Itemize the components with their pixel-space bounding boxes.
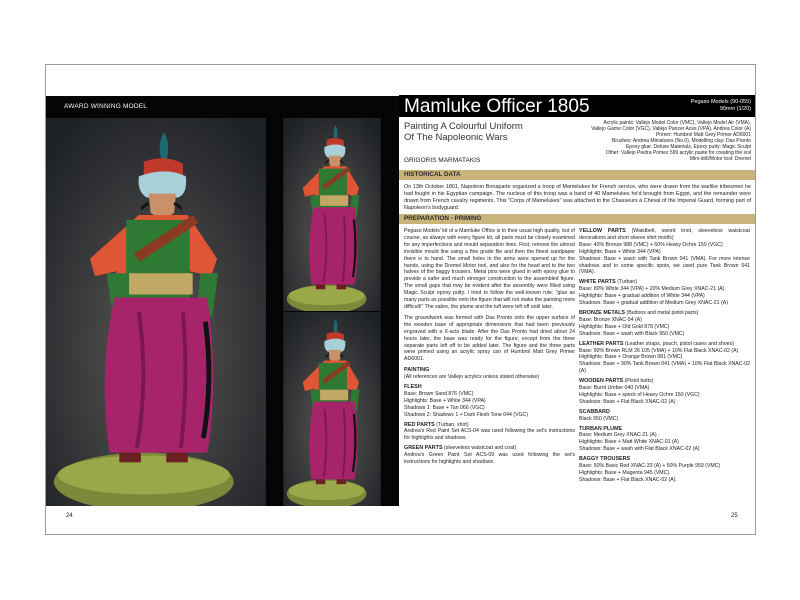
- paint-line: Shadows 1: Base + Tan 066 (VGC): [404, 404, 485, 411]
- column-1: [404, 228, 575, 469]
- paint-line: Base: Burnt Umber 040 (VMA): [579, 385, 650, 392]
- paint-line: Highlights: Base + Old Gold 878 (VMC): [579, 323, 670, 330]
- paint-section: [579, 378, 750, 406]
- article-title: Mamluke Officer 1805: [404, 96, 590, 117]
- paint-line: Highlights: Base + White 344 (VPA): [579, 248, 661, 255]
- heading-subtext: (Turban): [617, 279, 637, 286]
- paint-line: Shadows: Base + 90% Tank Brown 041 (VMA) + 10% Flat Black XNAC-02 (A): [579, 361, 750, 375]
- heading-subtext: (Leather straps, pouch, pistol cases and shoes): [624, 340, 734, 347]
- paint-section-heading: [579, 378, 750, 385]
- paint-section-heading: [404, 384, 575, 391]
- paint-line: Shadows: Base + wash with Black 950 (VMC): [579, 330, 685, 337]
- paint-section-heading: [579, 409, 750, 416]
- paint-line: Shadows: Base + gradual addition of Medium Grey XNAC-21 (A): [579, 300, 728, 307]
- paint-line: Base: Medium Grey XNAC-21 (A): [579, 432, 657, 439]
- paint-line: Shadows: Base + Flat Black XNAC-02 (A): [579, 398, 676, 405]
- note: (All references are Vallejo acrylics unless stated otherwise): [404, 374, 540, 381]
- paint-section: [579, 426, 750, 454]
- paint-line: Base: 80% White 344 (VPA) + 20% Medium Grey XNAC-21 (A): [579, 286, 725, 293]
- paragraph: Pegaso Models' kit of a Mamluke Office is to their usual high quality, but of course, as always with every figure kit, all parts must be closely examined for any imperfections and mould separation lines. First, remove the almost invisible mould line using a fine grade file and then the finest sandpaper there is to hand. The small holes in the arms were opened up for the hands, using the Dremel Motor tool, and also for the head and to the two halves of the baggy trousers. Metal pins were glued in with epoxy glue to provide a safer and much stronger construction to the assembled figure. The small gaps that may be evident after the assembly were filled using Magic Sculpt epoxy putty. I tried to follow the well-known rule: "glue as many parts as possible onto the figure that will not make the painting more difficult!" The sabre, the plume and the tuft were left off until later.: [404, 228, 575, 310]
- section-heading: PREPARATION - PRIMING: [404, 215, 482, 222]
- article-subtitle: [404, 121, 523, 143]
- main-photo-front: [46, 118, 266, 506]
- paint-line: Andrea's Green Paint Set ACS-09 was used following the set's instructions for highlights and shadows.: [404, 452, 575, 466]
- heading-text: RED PARTS: [404, 421, 435, 428]
- paint-line: Shadows 2: Shadows 1 + Dark Flesh Tone 044 (VGC): [404, 411, 529, 418]
- paint-line: Highlights: Base + Matt White XNAC-01 (A): [579, 439, 679, 446]
- kit-maker: Pegaso Models (90-055): [690, 99, 751, 105]
- historical-text: On 13th October 1801, Napoleon Bonaparte organized a troop of Mamelukes for French service, who were drawn from the warlike tribesmen he had fought in his Egyptian campaign. The nucleus of this troop was a band of 40 Mamelukes he'd brought from Egypt, and the remainder were drawn from French cavalry regiments. This "Corps of Mamelukes" was attached to the Chasseurs à Cheval of the Imperial Guard, forming part of Napoleon's bodyguard.: [404, 184, 751, 212]
- materials-line: Vallejo Game Color (VGC), Vallejo Panzer Aces (VPA), Andrea Color (A): [591, 126, 751, 132]
- paint-line: Base: 40% Bronze 988 (VMC) + 60% Heavy Ochre 150 (VGC): [579, 241, 723, 248]
- heading-text: BRONZE METALS: [579, 309, 626, 316]
- materials-line: Other: Vallejo Piedra Pomez 599 acrylic paste for creating the soil: [605, 150, 751, 156]
- materials-line: Mini-drill/Motor tool: Dremel: [689, 156, 751, 162]
- kit-scale: 90mm (1/20): [719, 105, 751, 112]
- section-heading: HISTORICAL DATA: [404, 171, 461, 178]
- paint-section-heading: [404, 445, 575, 452]
- paint-line: Andrea's Red Paint Set ACS-04 was used following the set's instructions for highlights and shadows.: [404, 428, 575, 442]
- column-2: [579, 228, 750, 487]
- paint-line: Shadows: Base + wash with Tank Brown 041 (VMA). For more intense shadows and to some specific spots, we used pure Tank Brown 041 (VMA).: [579, 255, 750, 276]
- heading-subtext: (Pistol butts): [624, 378, 654, 385]
- paint-section-heading: [579, 341, 750, 348]
- paint-line: Highlights: Base + White 344 (VPA): [404, 397, 486, 404]
- materials-line: Primer: Humbrol Matt Grey Primer AD6001: [655, 132, 751, 138]
- paint-section: [579, 310, 750, 338]
- paint-line: Highlights: Base + speck of Heavy Ochre 150 (VGC): [579, 391, 700, 398]
- paragraph: The groundwork was formed with Das Pronto onto the upper surface of the wooden base of appropriate dimensions that had been previously engraved with a X-acto blade. After the Das Pronto had dried about 24 hours later, the base was ready for the figure, except from the three separate parts left off to be added later. The figure and the three parts were primed using an acrylic spray can of Humbrol Matt Grey Primer AD6001.: [404, 314, 575, 363]
- section-label: AWARD WINNING MODEL: [64, 103, 148, 110]
- heading-text: SCABBARD: [579, 408, 610, 415]
- paint-line: Shadows: Base + Flat Black XNAC-02 (A).: [579, 476, 677, 483]
- heading-subtext: (sleeveless waistcoat and coat): [444, 445, 517, 452]
- paint-section: [579, 228, 750, 276]
- paint-line: Base: Bronze XNAC-54 (A): [579, 316, 642, 323]
- paint-line: Highlights: Base + Orange Brown 981 (VMC): [579, 354, 683, 361]
- paint-line: Shadows: Base + wash with Flat Black XNAC-02 (A): [579, 446, 700, 453]
- page-number: 25: [731, 513, 738, 519]
- heading-subtext: (Buttons and metal pistol parts): [626, 309, 699, 316]
- paint-line: Base: Brown Sand 876 (VMC): [404, 390, 474, 397]
- heading-text: FLESH: [404, 384, 422, 391]
- paint-section-heading: [579, 426, 750, 433]
- paint-section: [404, 422, 575, 443]
- paint-line: Base: 90% Brown RLM 26 105 (VMA) + 10% Flat Black XNAC-02 (A): [579, 347, 739, 354]
- heading-text: LEATHER PARTS: [579, 340, 624, 347]
- photo-side-view: [266, 118, 398, 311]
- subheading: PAINTING: [404, 367, 430, 374]
- paint-line: Highlights: Base + gradual addition of White 344 (VPA): [579, 293, 705, 300]
- heading-text: WHITE PARTS: [579, 279, 616, 286]
- materials-line: Epoxy glue: Deluxe Materials, Epoxy putty: Magic Sculpt: [625, 144, 751, 150]
- paint-section: [404, 445, 575, 466]
- paint-section: [579, 279, 750, 307]
- section-bar-preparation: [399, 214, 755, 224]
- heading-text: WOODEN PARTS: [579, 378, 624, 385]
- paint-line: Base: 50% Basic Red XNAC-33 (A) + 50% Purple 959 (VMC): [579, 463, 721, 470]
- photo-back-view: [266, 312, 398, 506]
- heading-text: BAGGY TROUSERS: [579, 456, 631, 463]
- paint-section: [579, 456, 750, 484]
- heading-text: YELLOW PARTS: [579, 228, 626, 234]
- page-number: 24: [66, 513, 73, 519]
- materials-list: [511, 120, 751, 162]
- materials-line: Acrylic paints: Vallejo Model Color (VMC), Vallejo Model Air (VMA),: [603, 120, 751, 126]
- right-page: [399, 64, 756, 535]
- left-page: [45, 64, 400, 535]
- paint-section: [579, 409, 750, 423]
- paint-section-heading: [579, 228, 750, 242]
- section-bar-historical: [399, 170, 755, 180]
- author: GRIGORIS MARMATAKIS: [404, 157, 481, 164]
- paint-line: Black 950 (VMC): [579, 415, 619, 422]
- subtitle-line: Of The Napoleonic Wars: [404, 132, 508, 143]
- paint-section-heading: [404, 422, 575, 429]
- paint-section: [579, 341, 750, 376]
- paint-section-heading: [579, 279, 750, 286]
- heading-subtext: (Waistbelt, sword knot, sleeveless waistcoat decorations and short sleeve shirt motifs): [579, 228, 750, 241]
- materials-line: Brushes: Andrea Miniatures (No.0), Modelling clay: Das Pronto: [612, 138, 751, 144]
- paint-section: [404, 384, 575, 419]
- subtitle-line: Painting A Colourful Uniform: [404, 121, 523, 132]
- kit-info: [691, 99, 751, 112]
- photo-band: [46, 96, 399, 506]
- heading-text: GREEN PARTS: [404, 445, 443, 452]
- heading-subtext: (Turban, shirt): [436, 421, 469, 428]
- title-bar: [399, 95, 755, 117]
- paint-line: Highlights: Base + Magenta 945 (VMC).: [579, 470, 671, 476]
- paint-section-heading: [579, 456, 750, 463]
- paint-section-heading: [579, 310, 750, 317]
- heading-text: TURBAN PLUME: [579, 425, 623, 432]
